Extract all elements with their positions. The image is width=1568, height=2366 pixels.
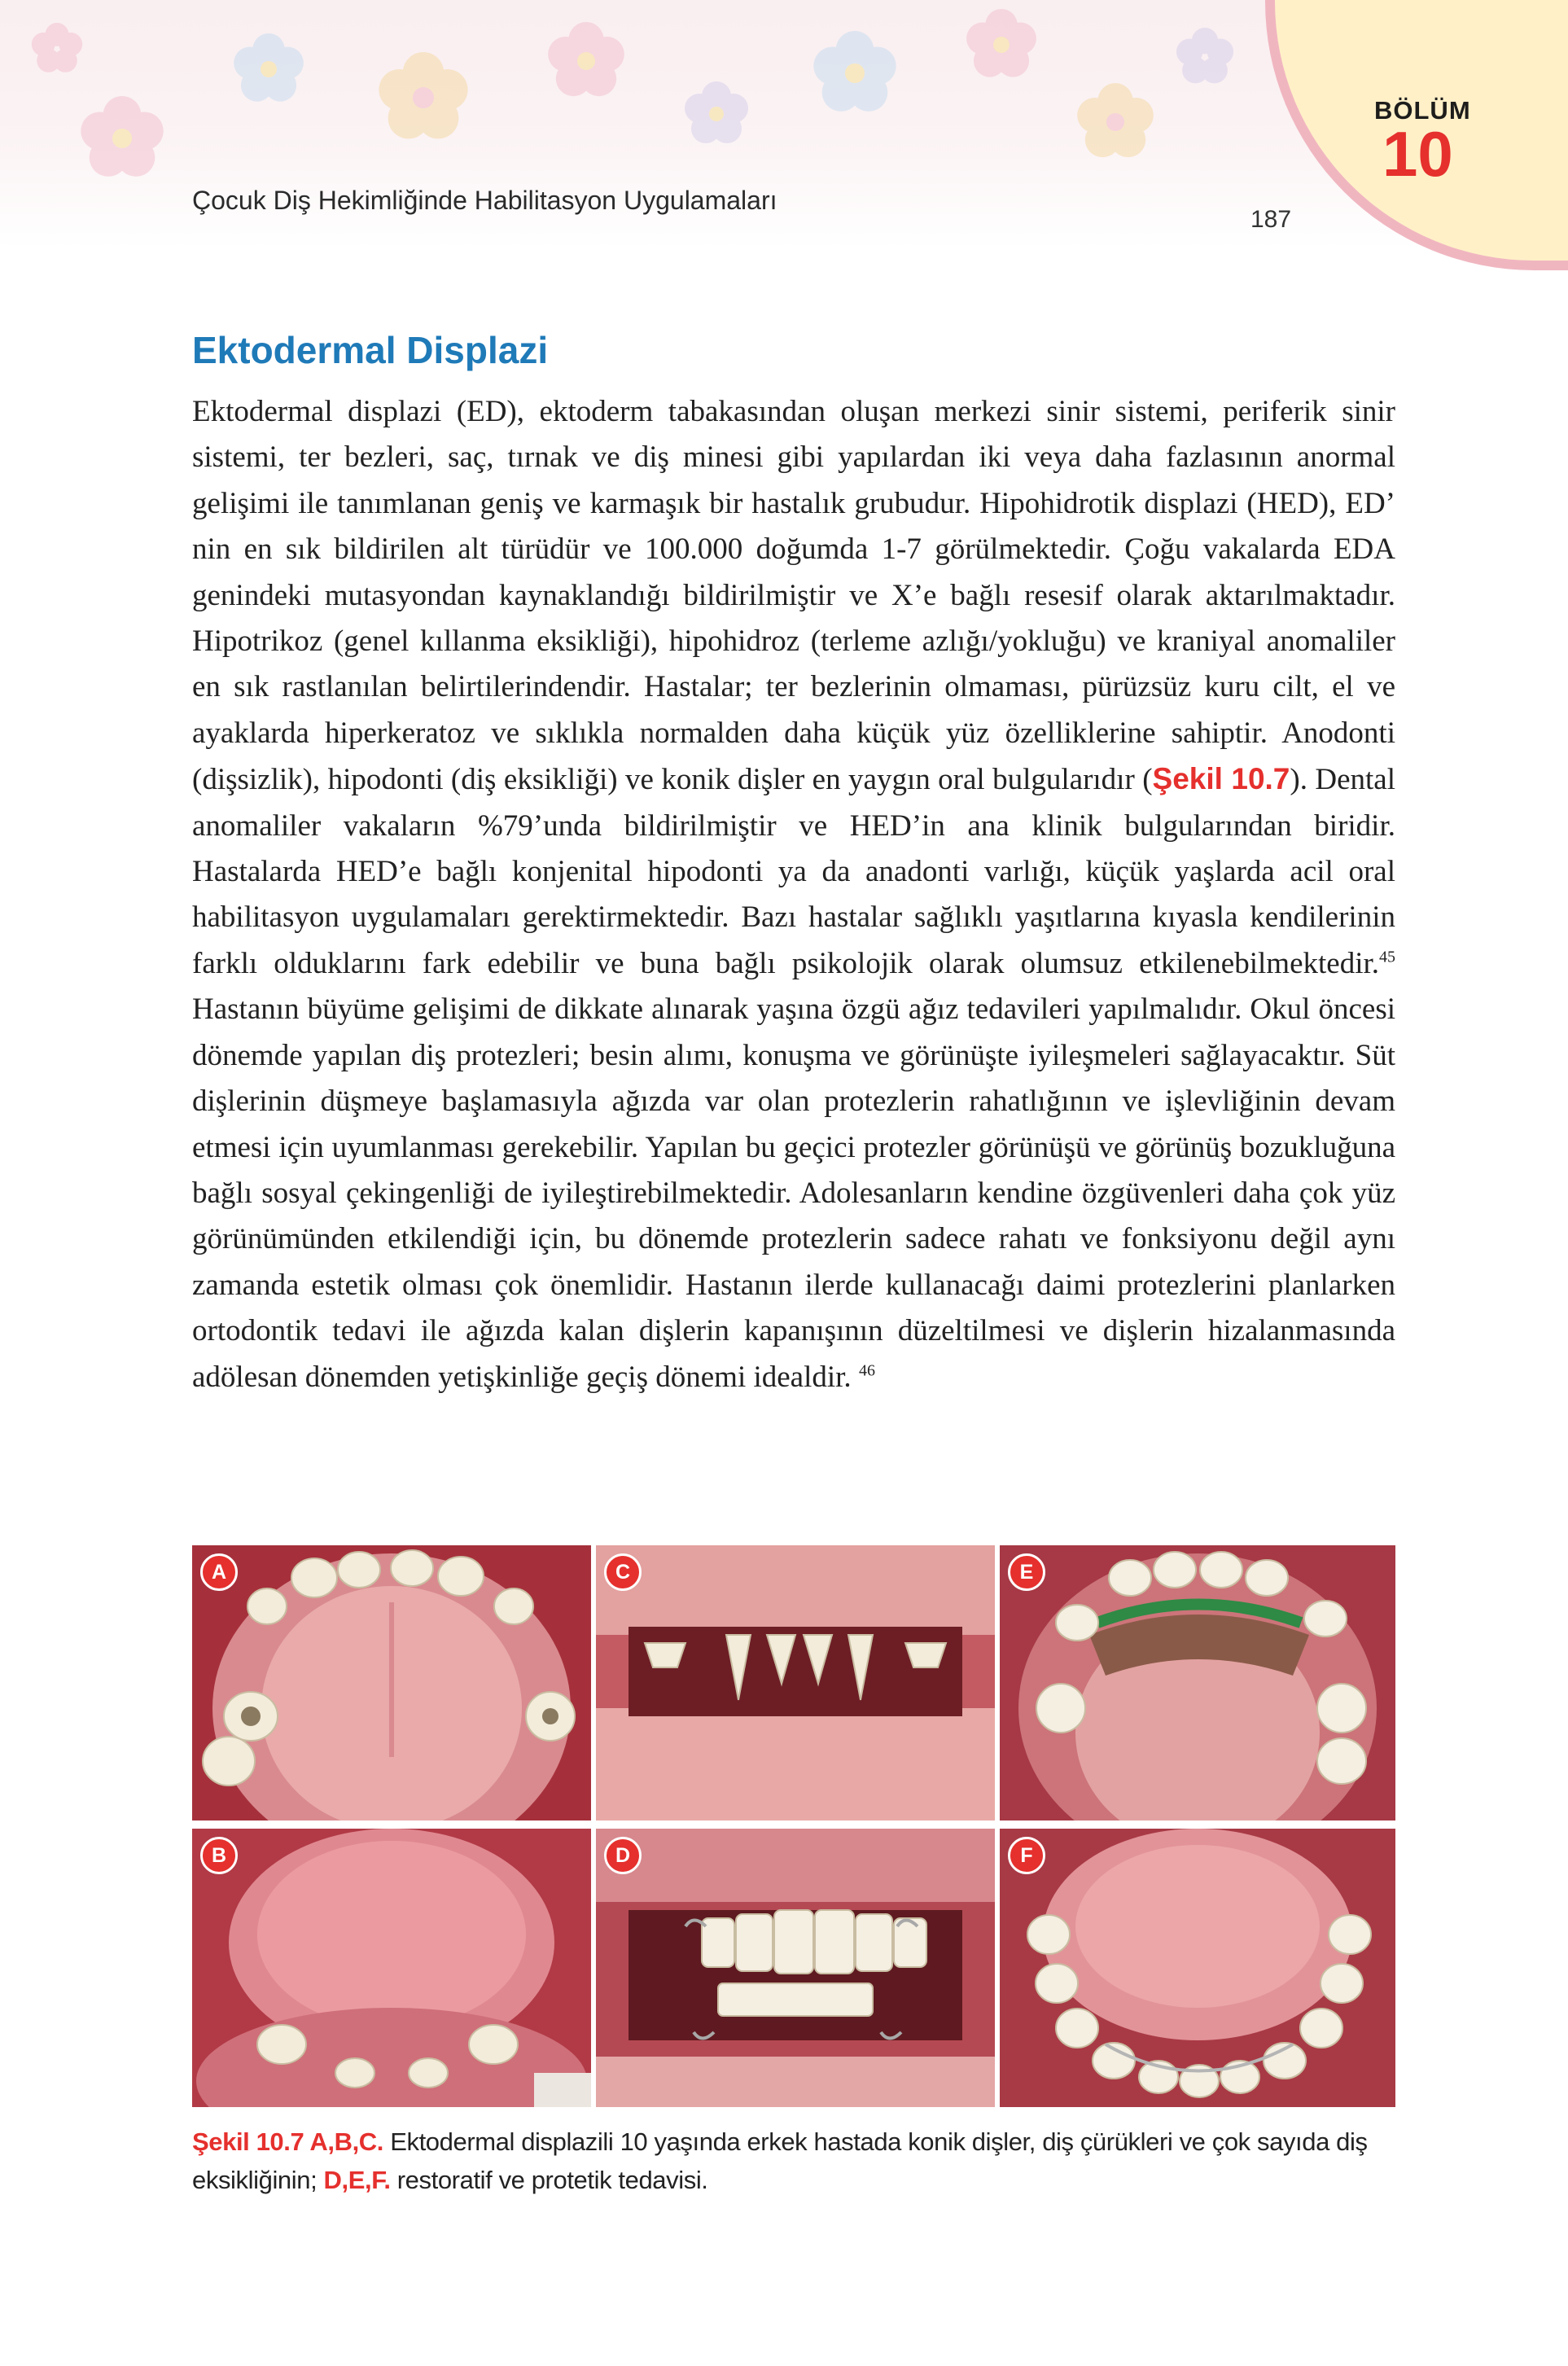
caption-text-1: Ektodermal displazili 10 yaşında erkek hastada konik dişler, diş çürükleri ve çok sayıda diş eksikliğinin; xyxy=(192,2127,1368,2194)
photo-panel-c xyxy=(596,1545,995,1821)
panel-label-c: C xyxy=(604,1553,642,1591)
photo-panel-e xyxy=(1000,1545,1395,1821)
panel-label-d: D xyxy=(604,1837,642,1874)
photo-panel-d xyxy=(596,1829,995,2107)
figure-caption xyxy=(192,2123,1395,2199)
mandibular-prosthesis-photo xyxy=(1000,1829,1395,2107)
citation-45: 45 xyxy=(1379,948,1395,966)
panel-label-a: A xyxy=(200,1553,238,1591)
caption-label-2: D,E,F. xyxy=(323,2166,391,2194)
section-title: Ektodermal Displazi xyxy=(192,329,549,371)
caption-label: Şekil 10.7 A,B,C. xyxy=(192,2127,383,2156)
panel-label-e: E xyxy=(1008,1553,1045,1591)
paragraph-text-3: Hastanın büyüme gelişimi de dikkate alınarak yaşına özgü ağız tedavileri yapılmalıdır. Okul öncesi dönemde yapılan diş protezleri; besin alımı, konuşma ve görünüşte iyileşmeleri sağlayacaktır. Süt dişlerinin düşmeye başlamasıyla ağızda var olan protezlerin rahatlığının ve işlevliğinin devam etmesi için uyumlanması gerekebilir. Yapılan bu geçici protezler görünüşü ve görünüş bozukluğuna bağlı sosyal çekingenliği de iyileştirebilmektedir. Adolesanların kendine özgüvenleri daha çok yüz görünümünden etkilendiği için, bu dönemde protezlerin sadece rahatı ve fonksiyonu değil aynı zamanda estetik olması çok önemlidir. Hastanın ilerde kullanacağı daimi protezlerini planlarken ortodontik tedavi ile ağızda kalan dişlerin kapanışının düzeltilmesi ve dişlerin hizalanmasında adölesan dönemden yetişkinliğe geçiş dönemi idealdir. xyxy=(192,992,1395,1394)
body-paragraph xyxy=(192,389,1395,1400)
frontal-conical-teeth-photo xyxy=(596,1545,995,1821)
citation-46: 46 xyxy=(858,1361,875,1380)
panel-label-f: F xyxy=(1008,1837,1045,1874)
panel-label-b: B xyxy=(200,1837,238,1874)
figure-reference-link[interactable]: Şekil 10.7 xyxy=(1152,762,1290,796)
figure-10-7 xyxy=(192,1545,1395,2107)
chapter-number: 10 xyxy=(1382,118,1453,190)
chapter-label: BÖLÜM xyxy=(1374,96,1471,125)
maxillary-prosthesis-photo xyxy=(1000,1545,1395,1821)
photo-panel-b xyxy=(192,1829,591,2107)
photo-panel-a xyxy=(192,1545,591,1821)
book-title: Çocuk Diş Hekimliğinde Habilitasyon Uygulamaları xyxy=(192,186,777,215)
maxillary-occlusal-photo xyxy=(192,1545,591,1821)
paragraph-text-1: Ektodermal displazi (ED), ektoderm tabakasından oluşan merkezi sinir sistemi, periferik sinir sistemi, ter bezleri, saç, tırnak ve diş minesi gibi yapılardan iki veya daha fazlasının anormal gelişimi ile tanımlanan geniş ve karmaşık bir hastalık grubudur. Hipohidrotik displazi (HED), ED’ nin en sık bildirilen alt türüdür ve 100.000 doğumda 1-7 görülmektedir. Çoğu vakalarda EDA genindeki mutasyondan kaynaklandığı bildirilmiştir ve X’e bağlı resesif olarak aktarılmaktadır. Hipotrikoz (genel kıllanma eksikliği), hipohidroz (terleme azlığı/yokluğu) ve kraniyal anomaliler en sık rastlanılan belirtilerindendir. Hastalar; ter bezlerinin olmaması, pürüzsüz kuru cilt, el ve ayaklarda hiperkeratoz ve sıklıkla normalden daha küçük yüz özelliklerine sahiptir. Anodonti (dişsizlik), hipodonti (diş eksikliği) ve konik dişler en yaygın oral bulgularıdır ( xyxy=(192,395,1395,797)
paragraph-text-2: ). Dental anomaliler vakaların %79’unda bildirilmiştir ve HED’in ana klinik bulgularından biridir. Hastalarda HED’e bağlı konjenital hipodonti ya da anadonti varlığı, küçük yaşlarda acil oral habilitasyon uygulamaları gerektirmektedir. Bazı hastalar sağlıklı yaşıtlarına kıyasla kendilerinin farklı olduklarını fark edebilir ve buna bağlı psikolojik olarak olumsuz etkilenebilmektedir. xyxy=(192,763,1396,980)
page-number: 187 xyxy=(1250,206,1292,233)
photo-panel-f xyxy=(1000,1829,1395,2107)
page-header xyxy=(0,0,1568,248)
frontal-prosthesis-photo xyxy=(596,1829,995,2107)
caption-text-2: restoratif ve protetik tedavisi. xyxy=(390,2166,708,2194)
mandibular-occlusal-photo xyxy=(192,1829,591,2107)
